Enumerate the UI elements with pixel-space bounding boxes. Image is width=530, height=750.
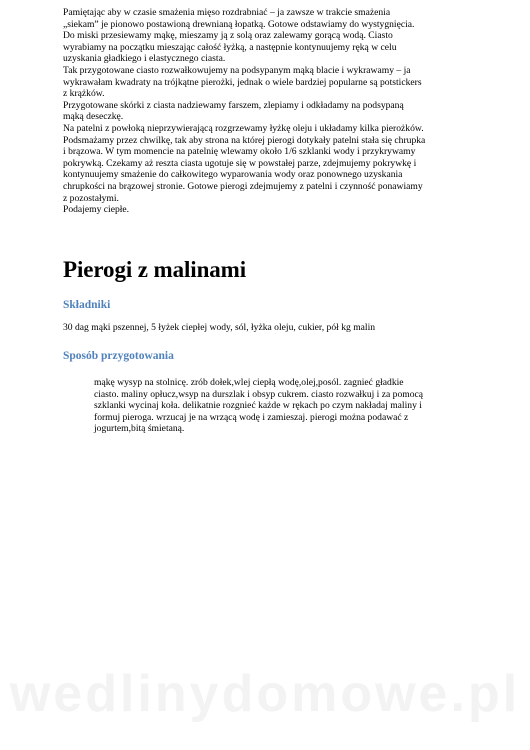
text-line: pokrywką. Czekamy aż reszta ciasta ugotuje się w powstałej parze, zdejmujemy pokrywkę i <box>63 157 417 169</box>
text-line: z krążków. <box>63 88 105 100</box>
text-line: Pamiętając aby w czasie smażenia mięso rozdrabniać – ja zawsze w trakcie smażenia <box>63 7 391 18</box>
text-line: i brązowa. W tym momencie na patelnię wlewamy około 1/6 szklanki wody i przykrywamy <box>63 146 416 158</box>
method-line: formuj pieroga. wrzucaj je na wrzącą wodę i zamieszaj. pierogi można podawać z <box>94 411 409 423</box>
text-line: Podsmażamy przez chwilkę, tak aby strona na której pierogi dotykały patelni stała się chrupka <box>63 134 426 146</box>
method-heading: Sposób przygotowania <box>63 350 174 362</box>
text-line: z pozostałymi. <box>63 192 119 204</box>
text-line: chrupkości na brązowej stronie. Gotowe pierogi zdejmujemy z patelni i czynność ponawiamy <box>63 180 423 192</box>
text-line: „siekam” je pionowo postawioną drewnianą łopatką. Gotowe odstawiamy do wystygnięcia. <box>63 18 415 30</box>
method-line: ciasto. maliny opłucz,wsyp na durszlak i obsyp cukrem. ciasto rozwałkuj i za pomocą <box>94 388 424 400</box>
ingredients-text: 30 dag mąki pszennej, 5 łyżek ciepłej wody, sól, łyżka oleju, cukier, pół kg malin <box>63 322 376 333</box>
method-text-block <box>94 377 460 435</box>
method-line: mąkę wysyp na stolnicę. zrób dołek,wlej ciepłą wodę,olej,posól. zagnieć gładkie <box>94 377 404 388</box>
recipe-title: Pierogi z malinami <box>63 257 247 282</box>
text-line: kontynuujemy smażenie do całkowitego wyparowania wody oraz ponownego uzyskania <box>63 169 403 181</box>
text-line: Przygotowane skórki z ciasta nadziewamy farszem, zlepiamy i odkładamy na podsypaną <box>63 99 404 111</box>
text-line: Podajemy ciepłe. <box>63 204 130 216</box>
text-line: mąką deseczkę. <box>63 111 124 123</box>
watermark: wedlinydomowe.pl <box>9 665 521 723</box>
text-line: wyrabiamy na początku mieszając całość łyżką, a następnie kontynuujemy ręką w celu <box>63 41 397 53</box>
intro-text-block <box>63 7 483 216</box>
method-line: jogurtem,bitą śmietaną. <box>94 423 185 435</box>
text-line: Do miski przesiewamy mąkę, mieszamy ją z solą oraz zalewamy gorącą wodą. Ciasto <box>63 30 393 42</box>
text-line: wykrawałam kwadraty na trójkątne pierożki, jednak o wiele bardziej popularne są potstickers <box>63 76 422 88</box>
text-line: Na patelni z powłoką nieprzywierającą rozgrzewamy łyżkę oleju i układamy kilka pierożków. <box>63 122 424 134</box>
text-line: Tak przygotowane ciasto rozwałkowujemy na podsypanym mąką blacie i wykrawamy – ja <box>63 64 411 76</box>
ingredients-heading: Składniki <box>63 299 111 311</box>
method-line: szklanki wycinaj koła. delikatnie rozgnieć każde w rękach po czym nakładaj maliny i <box>94 400 422 412</box>
text-line: uzyskania gładkiego i elastycznego ciasta. <box>63 53 226 65</box>
